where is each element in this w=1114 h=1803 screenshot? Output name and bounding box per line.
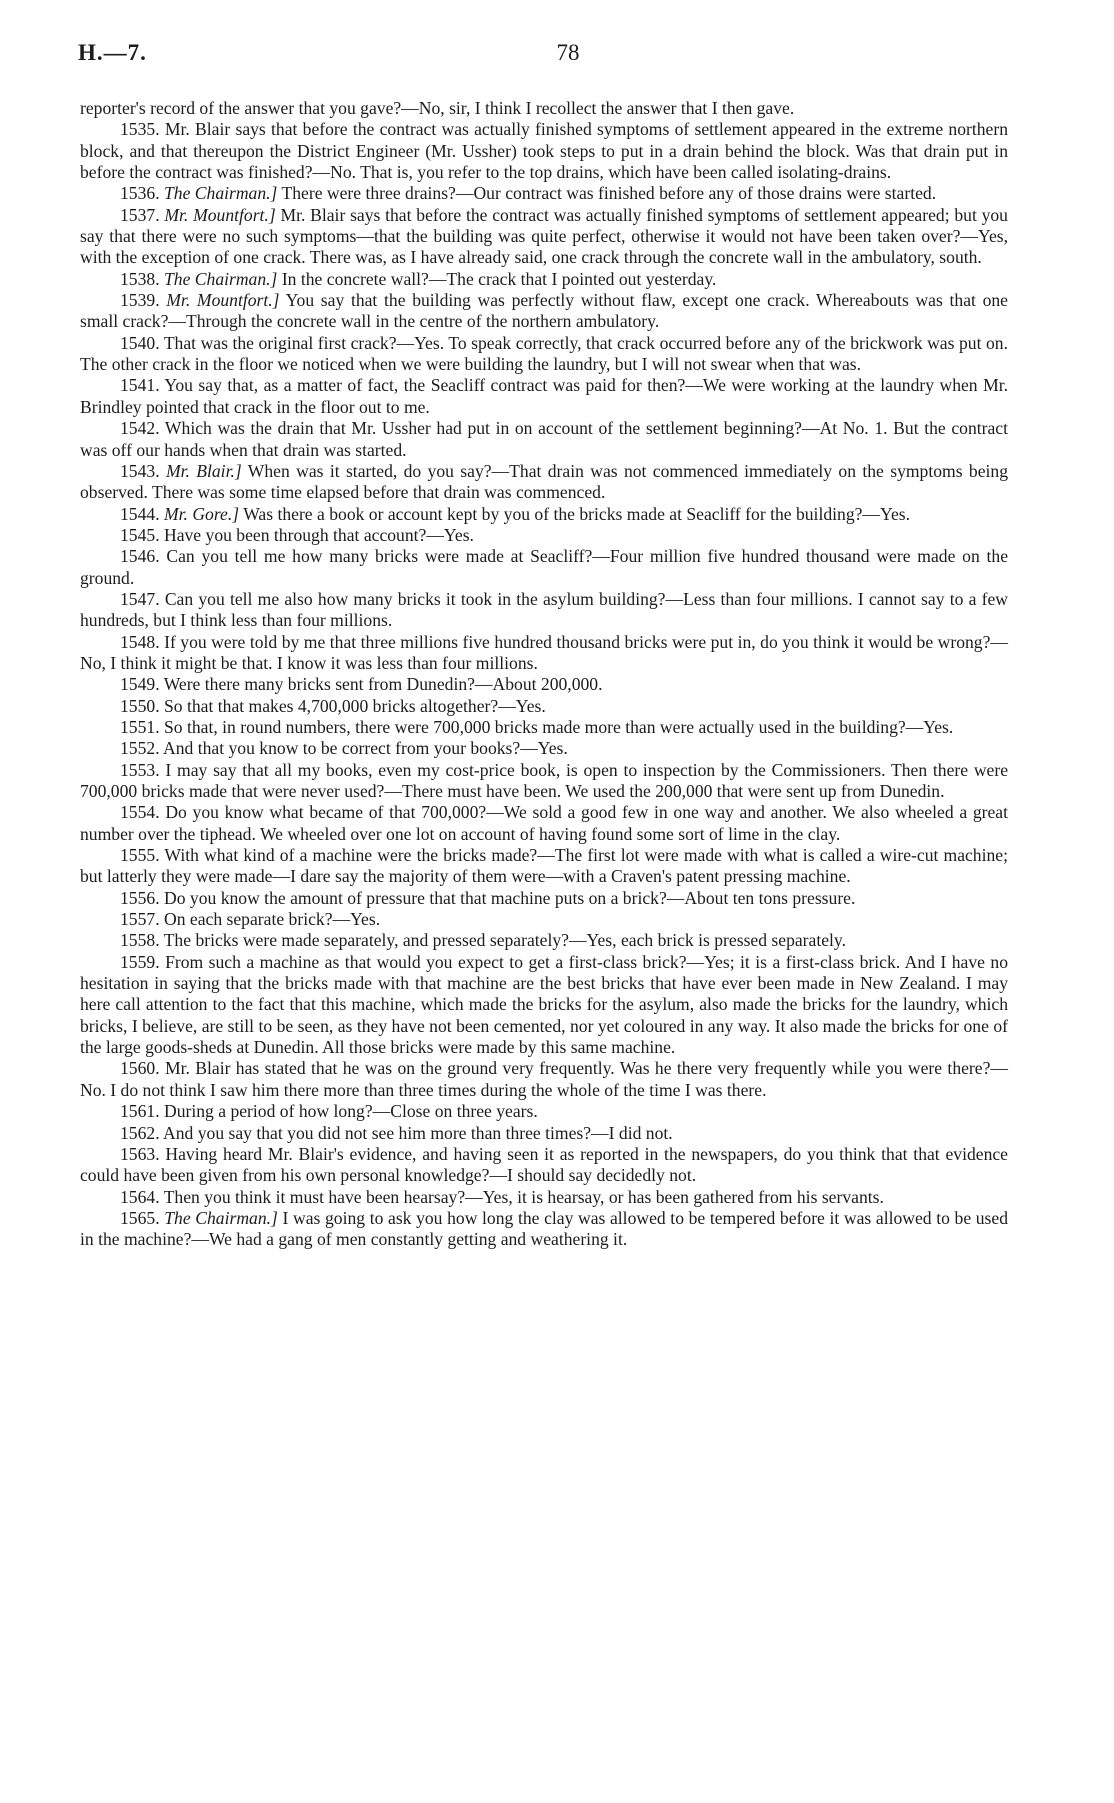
question-paragraph: [80, 632, 1008, 675]
question-number: 1562.: [120, 1122, 160, 1143]
question-number: 1565.: [120, 1207, 160, 1228]
question-paragraph: [80, 119, 1008, 183]
question-answer-text: With what kind of a machine were the bricks made?—The first lot were made with what is called a wire-cut machine; but latterly they were made—I dare say the majority of them were—with a Craven's patent pressing machine.: [80, 845, 1008, 887]
speaker-name: Mr. Blair.]: [165, 460, 242, 481]
question-answer-text: And you say that you did not see him more than three times?—I did not.: [163, 1122, 673, 1143]
question-paragraph: [80, 802, 1008, 845]
question-answer-text: And that you know to be correct from your books?—Yes.: [163, 738, 568, 759]
question-answer-text: Can you tell me also how many bricks it took in the asylum building?—Less than four millions. I cannot say to a few hundreds, but I think less than four millions.: [80, 588, 1008, 631]
question-paragraph: [80, 418, 1008, 461]
question-answer-text: So that, in round numbers, there were 700,000 bricks made more than were actually used in the building?—Yes.: [164, 716, 954, 737]
question-paragraph: [80, 589, 1008, 632]
question-answer-text: The bricks were made separately, and pressed separately?—Yes, each brick is pressed separately.: [163, 930, 846, 951]
question-number: 1538.: [120, 268, 160, 289]
speaker-name: The Chairman.]: [164, 1207, 278, 1228]
question-number: 1535.: [120, 119, 160, 140]
question-number: 1555.: [120, 845, 160, 866]
question-paragraph: [80, 717, 1008, 738]
question-number: 1542.: [120, 418, 160, 439]
question-number: 1545.: [120, 524, 160, 545]
question-answer-text: Having heard Mr. Blair's evidence, and having seen it as reported in the newspapers, do you think that that evidence could have been given from his own personal knowledge?—I should say decidedly not.: [80, 1143, 1008, 1186]
question-number: 1551.: [120, 716, 160, 737]
question-paragraph: [80, 738, 1008, 759]
question-paragraph: [80, 1208, 1008, 1251]
question-number: 1543.: [120, 460, 160, 481]
question-number: 1556.: [120, 887, 160, 908]
question-number: 1564.: [120, 1186, 160, 1207]
document-reference: H.—7.: [78, 40, 147, 65]
question-paragraph: [80, 952, 1008, 1059]
question-number: 1557.: [120, 909, 160, 930]
question-answer-text: Which was the drain that Mr. Ussher had put in on account of the settlement beginning?—At No. 1. But the contract was off our hands when that drain was started.: [80, 418, 1008, 460]
question-number: 1560.: [120, 1058, 160, 1079]
question-paragraph: [80, 525, 1008, 546]
question-answer-text: You say that, as a matter of fact, the Seacliff contract was paid for then?—We were working at the laundry when Mr. Brindley pointed that crack in the floor out to me.: [80, 375, 1008, 417]
question-paragraph: [80, 461, 1008, 504]
question-paragraph: [80, 290, 1008, 333]
question-paragraph: [80, 205, 1008, 269]
question-paragraph: [80, 760, 1008, 803]
page-header: [78, 40, 1008, 70]
speaker-name: The Chairman.]: [164, 268, 278, 289]
question-number: 1558.: [120, 930, 160, 951]
question-number: 1548.: [120, 631, 160, 652]
question-paragraph: [80, 909, 1008, 930]
question-paragraph: [80, 888, 1008, 909]
question-paragraph: [80, 1101, 1008, 1122]
question-answer-text: If you were told by me that three millions five hundred thousand bricks were put in, do you think it would be wrong?—No, I think it might be that. I know it was less than four millions.: [80, 631, 1008, 673]
question-answer-text: During a period of how long?—Close on three years.: [164, 1101, 538, 1122]
question-number: 1559.: [120, 951, 160, 972]
question-answer-text: Were there many bricks sent from Dunedin?—About 200,000.: [163, 674, 603, 695]
question-number: 1547.: [120, 588, 160, 609]
question-answer-text: Mr. Blair has stated that he was on the ground very frequently. Was he there very frequently while you were there?—No. I do not think I saw him there more than three times during the whole of the time I was there.: [80, 1058, 1008, 1100]
question-paragraph: [80, 1144, 1008, 1187]
question-paragraph: [80, 1187, 1008, 1208]
question-paragraph: [80, 504, 1008, 525]
question-answer-text: Do you know what became of that 700,000?—We sold a good few in one way and another. We also wheeled a great number over the tiphead. We wheeled over one lot on account of having found some sort of lime in the clay.: [80, 802, 1008, 844]
speaker-name: Mr. Mountfort.]: [164, 204, 276, 225]
question-answer-text: In the concrete wall?—The crack that I pointed out yesterday.: [281, 268, 717, 289]
question-answer-text: That was the original first crack?—Yes. To speak correctly, that crack occurred before any of the brickwork was put on. The other crack in the floor we noticed when we were building the laundry, but I will not swear when that was.: [80, 332, 1008, 375]
question-paragraph: [80, 375, 1008, 418]
question-answer-text: Do you know the amount of pressure that that machine puts on a brick?—About ten tons pressure.: [164, 887, 856, 908]
continued-paragraph: [80, 98, 1008, 119]
question-number: 1554.: [120, 802, 160, 823]
question-answer-text: Was there a book or account kept by you of the bricks made at Seacliff for the building?—Yes.: [243, 503, 911, 524]
question-paragraph: [80, 1123, 1008, 1144]
question-answer-text: You say that the building was perfectly without flaw, except one crack. Whereabouts was that one small crack?—Through the concrete wall in the centre of the northern ambulatory.: [80, 290, 1008, 332]
question-answer-text: Can you tell me how many bricks were made at Seacliff?—Four million five hundred thousand were made on the ground.: [80, 546, 1009, 588]
question-paragraph: [80, 333, 1008, 376]
question-answer-text: From such a machine as that would you expect to get a first-class brick?—Yes; it is a first-class brick. And I have no hesitation in saying that the bricks made with that machine are the best bricks that have ever been made in New Zealand. I may here call attention to the fact that this machine, which made the bricks for the asylum, also made the bricks for the laundry, which bricks, I believe, are still to be seen, as they have not been cemented, nor yet coloured in any way. It also made the bricks for one of the large goods-sheds at Dunedin. All those bricks were made by this same machine.: [80, 951, 1008, 1058]
question-paragraph: [80, 930, 1008, 951]
question-answer-text: Mr. Blair says that before the contract was actually finished symptoms of settlement appeared in the extreme northern block, and that thereupon the District Engineer (Mr. Ussher) took steps to put in a drain behind the block. Was that drain put in before the contract was finished?—No. That is, you refer to the top drains, which have been called isolating-drains.: [80, 119, 1008, 183]
question-answer-text: Mr. Blair says that before the contract was actually finished symptoms of settlement appeared; but you say that there were no such symptoms—that the building was quite perfect, otherwise it would not have been taken over?—Yes, with the exception of one crack. There was, as I have already said, one crack through the concrete wall in the ambulatory, south.: [80, 204, 1008, 268]
question-answer-text: I was going to ask you how long the clay was allowed to be tempered before it was allowed to be used in the machine?—We had a gang of men constantly getting and weathering it.: [80, 1207, 1009, 1250]
question-number: 1544.: [120, 503, 160, 524]
question-paragraph: [80, 845, 1008, 888]
question-paragraph: [80, 546, 1008, 589]
question-number: 1536.: [120, 183, 160, 204]
question-answer-text: So that that makes 4,700,000 bricks altogether?—Yes.: [164, 695, 546, 716]
question-answer-text: reporter's record of the answer that you gave?—No, sir, I think I recollect the answer that I then gave.: [80, 98, 795, 118]
question-paragraph: [80, 269, 1008, 290]
question-number: 1552.: [120, 738, 160, 759]
question-number: 1539.: [120, 290, 160, 311]
question-number: 1537.: [120, 204, 160, 225]
question-answer-text: Then you think it must have been hearsay?—Yes, it is hearsay, or has been gathered from his servants.: [163, 1186, 884, 1207]
speaker-name: Mr. Mountfort.]: [166, 290, 280, 311]
question-paragraph: [80, 696, 1008, 717]
page-number: 78: [556, 40, 580, 65]
speaker-name: The Chairman.]: [164, 183, 278, 204]
question-answer-text: On each separate brick?—Yes.: [164, 909, 381, 930]
question-answer-text: There were three drains?—Our contract was finished before any of those drains were started.: [281, 183, 937, 204]
question-paragraph: [80, 1058, 1008, 1101]
question-number: 1549.: [120, 674, 160, 695]
question-number: 1540.: [120, 332, 160, 353]
question-number: 1563.: [120, 1143, 160, 1164]
question-answer-text: Have you been through that account?—Yes.: [164, 524, 474, 545]
question-answer-text: I may say that all my books, even my cost-price book, is open to inspection by the Commissioners. Then there were 700,000 bricks made that were never used?—There must have been. We used the 200,000 that were sent up from Dunedin.: [80, 759, 1009, 801]
question-number: 1546.: [120, 546, 160, 567]
question-paragraph: [80, 674, 1008, 695]
question-number: 1553.: [120, 759, 160, 780]
question-number: 1561.: [120, 1101, 160, 1122]
speaker-name: Mr. Gore.]: [164, 503, 240, 524]
evidence-text: [80, 98, 1008, 1251]
question-paragraph: [80, 183, 1008, 204]
question-number: 1541.: [120, 375, 160, 396]
question-number: 1550.: [120, 695, 160, 716]
question-answer-text: When was it started, do you say?—That drain was not commenced immediately on the symptoms being observed. There was some time elapsed before that drain was commenced.: [80, 460, 1008, 503]
